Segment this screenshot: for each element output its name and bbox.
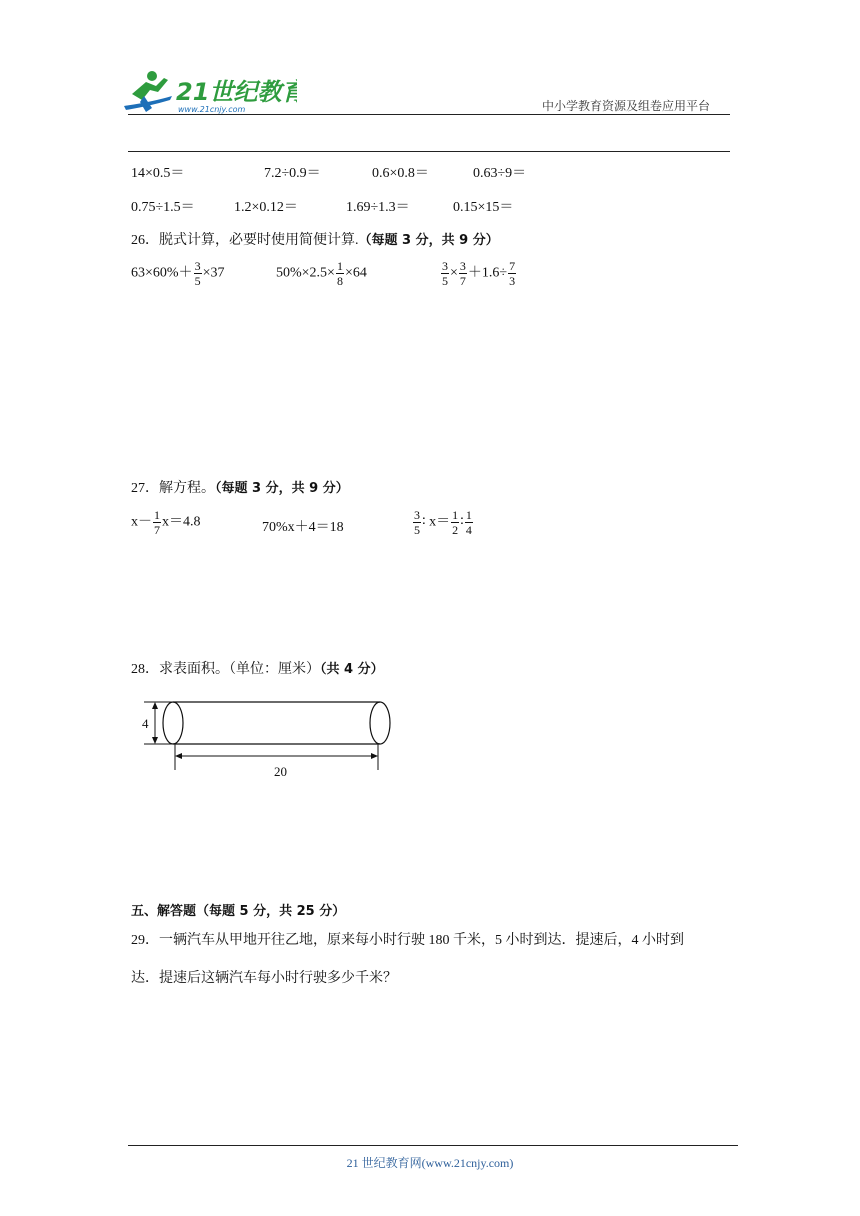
oral-calc-item: 0.15×15＝ (453, 200, 514, 215)
expr-text: ∶ (460, 514, 464, 530)
q28-heading (131, 658, 384, 678)
expr-text: ×37 (202, 265, 225, 281)
cylinder-figure (138, 692, 398, 782)
expr-text: × (450, 265, 458, 281)
header-platform-text: 中小学教育资源及组卷应用平台 (542, 99, 711, 113)
expr-text: x＝4.8 (162, 514, 201, 530)
top-rule (128, 151, 730, 152)
expr-text: 63×60%＋ (131, 265, 193, 281)
q29-line-2: 达．提速后这辆汽车每小时行驶多少千米？ (131, 971, 397, 986)
section-5-title: 五、解答题（每题 5 分，共 25 分） (131, 904, 346, 919)
oral-calc-item: 0.63÷9＝ (473, 166, 527, 181)
oral-calc-item: 1.69÷1.3＝ (346, 200, 410, 215)
footer-text: 21 世纪教育网(www.21cnjy.com) (346, 1156, 514, 1170)
fraction: $\frac{3}{5}$ (414, 508, 420, 537)
q26-expr-1 (131, 259, 224, 288)
oral-calc-item: 1.2×0.12＝ (234, 200, 298, 215)
q27-points: （每题 3 分，共 9 分） (215, 481, 349, 496)
oral-calc-item: 14×0.5＝ (131, 166, 185, 181)
q26-expr-2 (276, 259, 367, 288)
q28-title: 28．求表面积。（单位：厘米） (131, 662, 320, 677)
q29-line-1: 29．一辆汽车从甲地开往乙地，原来每小时行驶 180 千米，5 小时到达．提速后，4 小时到 (131, 933, 684, 948)
q27-title: 27．解方程。 (131, 481, 215, 496)
fraction: $\frac{3}{5}$ (442, 259, 448, 288)
cylinder-left-end (163, 702, 183, 744)
fraction: $\frac{1}{7}$ (154, 508, 160, 537)
cylinder-diagram (138, 692, 398, 782)
expr-text: ×64 (344, 265, 367, 281)
cylinder-right-end (370, 702, 390, 744)
expr-text: ∶ x＝ (422, 514, 451, 530)
expr-text: x－ (131, 514, 152, 530)
fraction: $\frac{7}{3}$ (509, 259, 516, 288)
fraction: $\frac{1}{4}$ (465, 508, 472, 537)
diameter-label: 4 (142, 716, 149, 731)
q26-points: （每题 3 分，共 9 分） (358, 233, 499, 248)
logo-text: 21世纪教育 (176, 78, 297, 106)
q26-expr-3 (440, 259, 517, 288)
oral-calc-item: 0.75÷1.5＝ (131, 200, 195, 215)
oral-calc-item: 7.2÷0.9＝ (264, 166, 321, 181)
q27-expr-3 (412, 508, 474, 537)
fraction: $\frac{3}{7}$ (459, 259, 466, 288)
q27-heading (131, 477, 349, 497)
oral-calc-item: 0.6×0.8＝ (372, 166, 429, 181)
logo (122, 66, 297, 118)
q26-heading (131, 229, 499, 249)
footer-divider (128, 1145, 738, 1146)
length-label: 20 (274, 764, 287, 779)
runner-logo-icon (122, 66, 297, 118)
q26-title: 26．脱式计算，必要时使用简便计算. (131, 233, 359, 248)
q28-points: （共 4 分） (320, 662, 384, 677)
logo-url: www.21cnjy.com (178, 105, 246, 114)
fraction: $\frac{1}{8}$ (336, 259, 343, 288)
q27-expr-2: 70%x＋4＝18 (262, 520, 344, 535)
header-divider (128, 114, 730, 115)
expr-text: 50%×2.5× (276, 265, 335, 281)
expr-text: ＋1.6÷ (467, 265, 508, 281)
q27-expr-1 (131, 508, 201, 537)
fraction: $\frac{1}{2}$ (452, 508, 459, 537)
fraction: $\frac{3}{5}$ (194, 259, 201, 288)
